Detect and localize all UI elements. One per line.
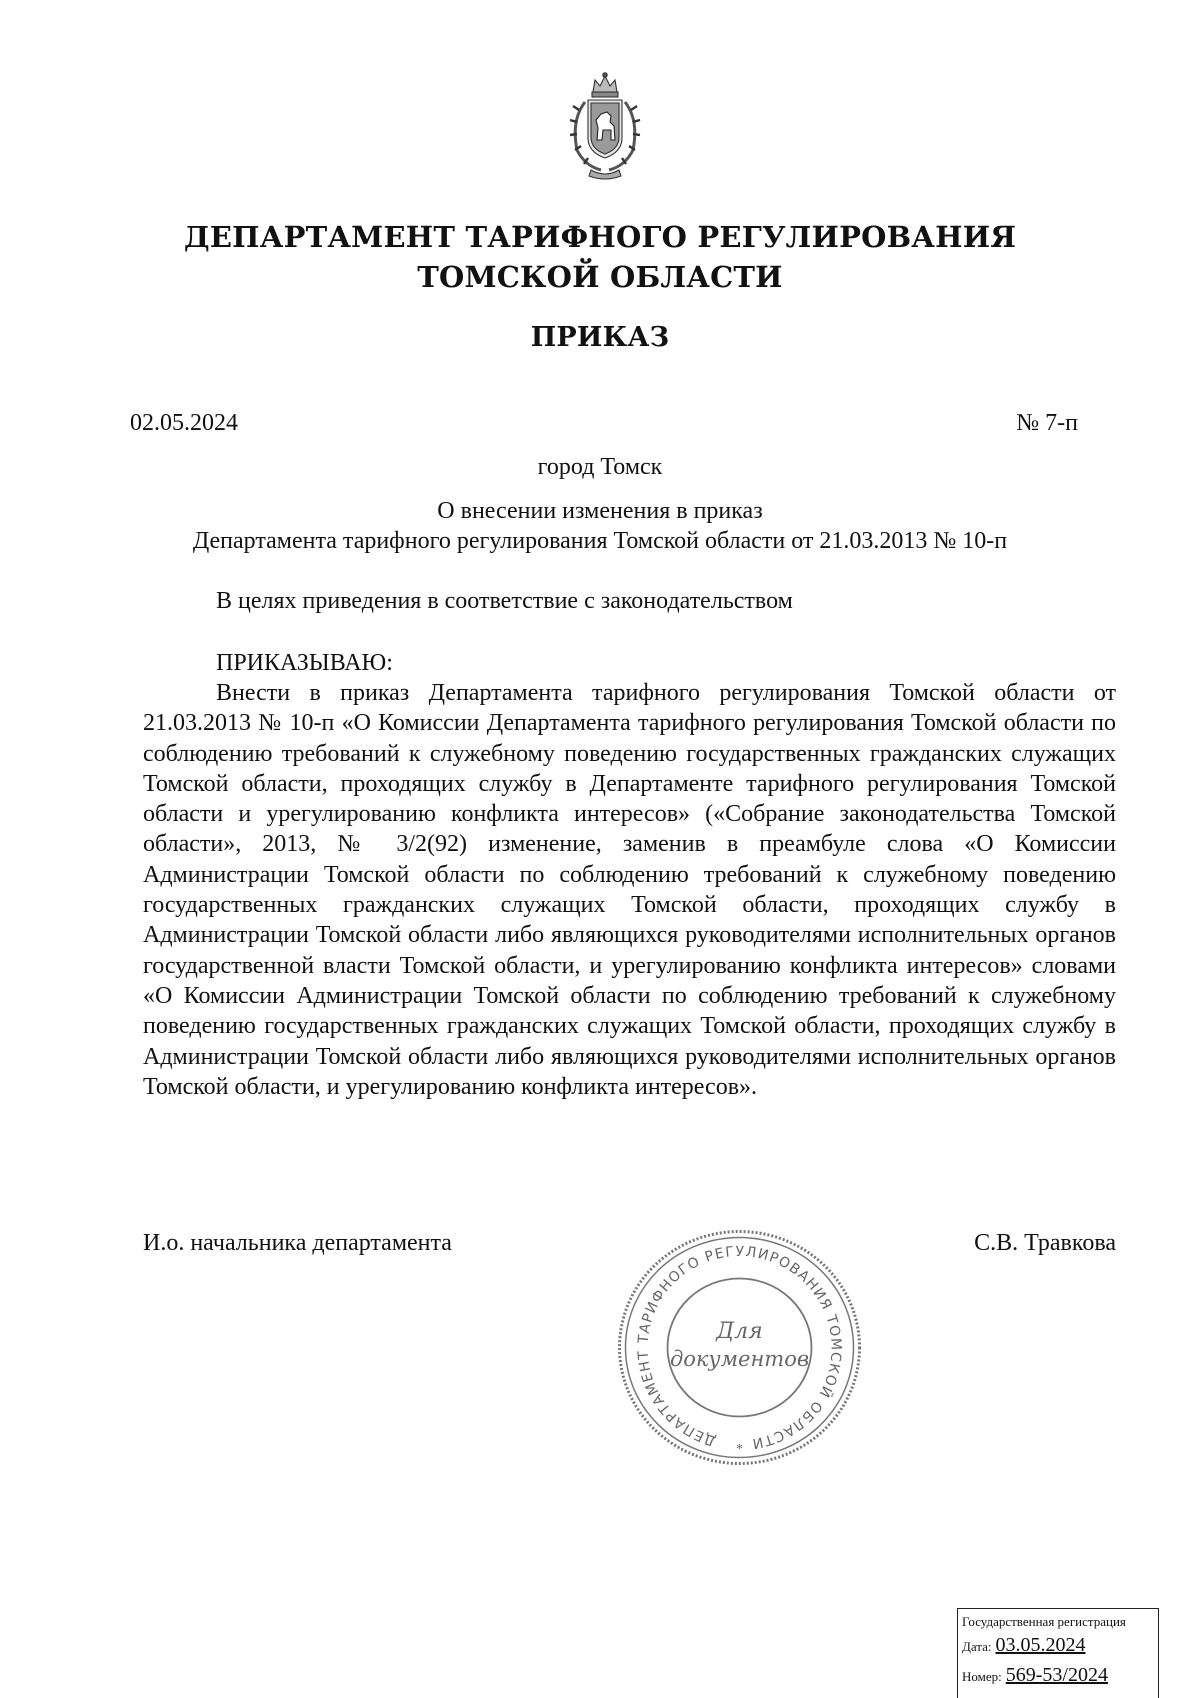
registration-date-value: 03.05.2024	[995, 1634, 1086, 1656]
coat-of-arms-emblem	[555, 70, 655, 182]
registration-box	[957, 1608, 1159, 1698]
document-city: город Томск	[537, 454, 663, 480]
registration-number-row	[962, 1661, 1154, 1691]
registration-date-label: Дата:	[962, 1639, 992, 1654]
stamp-center-line-1: Для	[716, 1319, 763, 1344]
signatory-position: И.о. начальника департамента	[143, 1230, 452, 1256]
order-word: ПРИКАЗЫВАЮ:	[216, 650, 393, 676]
registration-number-value: 569-53/2024	[1005, 1664, 1108, 1686]
official-stamp	[612, 1225, 867, 1470]
subject-line-1: О внесении изменения в приказ	[437, 498, 763, 524]
document-number: № 7-п	[1016, 410, 1078, 436]
registration-number-label: Номер:	[962, 1669, 1002, 1684]
document-date: 02.05.2024	[130, 410, 238, 436]
subject-line-2: Департамента тарифного регулирования Томской области от 21.03.2013 № 10-п	[192, 528, 1008, 554]
stamp-star: *	[736, 1442, 743, 1457]
organization-name-line-1: ДЕПАРТАМЕНТ ТАРИФНОГО РЕГУЛИРОВАНИЯ	[183, 220, 1017, 254]
signatory-name: С.В. Травкова	[974, 1230, 1116, 1256]
document-type-title: ПРИКАЗ	[530, 322, 670, 353]
registration-title: Государственная регистрация	[962, 1614, 1126, 1629]
registration-date-row	[962, 1631, 1154, 1661]
stamp-ring-text: ДЕПАРТАМЕНТ ТАРИФНОГО РЕГУЛИРОВАНИЯ ТОМСКОЙ ОБЛАСТИ	[635, 1243, 844, 1452]
stamp-center-line-2: документов	[669, 1347, 810, 1371]
organization-name-line-2: ТОМСКОЙ ОБЛАСТИ	[417, 260, 783, 294]
purpose-statement: В целях приведения в соответствие с законодательством	[216, 588, 793, 614]
order-paragraph: Внести в приказ Департамента тарифного регулирования Томской области от 21.03.2013 № 10-п «О Комиссии Департамента тарифного регулирования Томской области по соблюдению требований к служебному поведению государственных гражданских служащих Томской области, проходящих службу в Департаменте тарифного регулирования Томской области и урегулированию конфликта интересов» («Собрание законодательства Томской области», 2013, № 3/2(92) изменение, заменив в преамбуле слова «О Комиссии Администрации Томской области по соблюдению требований к служебному поведению государственных гражданских служащих Томской области, проходящих службу в Администрации Томской области либо являющихся руководителями исполнительных органов государственной власти Томской области, и урегулированию конфликта интересов» словами «О Комиссии Администрации Томской области по соблюдению требований к служебному поведению государственных гражданских служащих Томской области, проходящих службу в Администрации Томской области либо являющихся руководителями исполнительных органов Томской области, и урегулированию конфликта интересов».	[143, 680, 1116, 1100]
